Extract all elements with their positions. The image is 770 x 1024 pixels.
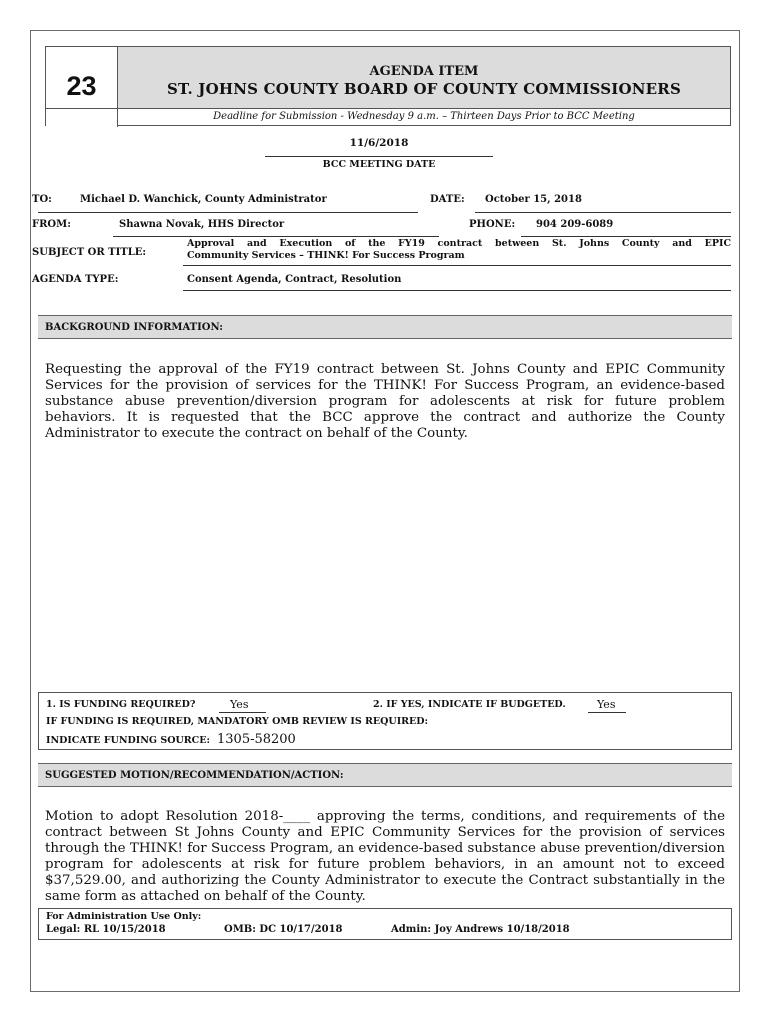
phone-underline bbox=[521, 236, 731, 237]
to-label: TO: bbox=[32, 194, 52, 205]
background-section-header bbox=[38, 315, 732, 339]
funding-required-value: Yes bbox=[230, 698, 249, 711]
agenda-type-label: AGENDA TYPE: bbox=[32, 274, 119, 285]
deadline-note: Deadline for Submission - Wednesday 9 a.m. – Thirteen Days Prior to BCC Meeting bbox=[213, 111, 635, 122]
admin-review: Admin: Joy Andrews 10/18/2018 bbox=[391, 924, 570, 935]
funding-required-label: 1. IS FUNDING REQUIRED? bbox=[46, 699, 196, 710]
background-heading: BACKGROUND INFORMATION: bbox=[45, 322, 223, 333]
header-title-line1: AGENDA ITEM bbox=[369, 64, 479, 79]
header-title-line2: ST. JOHNS COUNTY BOARD OF COUNTY COMMISSIONERS bbox=[167, 80, 681, 98]
meeting-date-underline bbox=[265, 156, 493, 157]
to-value: Michael D. Wanchick, County Administrator bbox=[80, 194, 327, 205]
meeting-date: 11/6/2018 bbox=[349, 137, 409, 149]
from-value: Shawna Novak, HHS Director bbox=[119, 219, 285, 230]
budgeted-label: 2. IF YES, INDICATE IF BUDGETED. bbox=[373, 699, 566, 710]
agenda-item-page bbox=[30, 30, 740, 992]
funding-source-value: 1305-58200 bbox=[217, 732, 296, 747]
agenda-type-value: Consent Agenda, Contract, Resolution bbox=[187, 274, 402, 285]
date-label: DATE: bbox=[430, 194, 465, 205]
phone-value: 904 209-6089 bbox=[536, 219, 614, 230]
to-underline bbox=[38, 212, 418, 213]
subject-line1: Approval and Execution of the FY19 contract between St. Johns County and EPIC bbox=[187, 238, 731, 249]
agenda-header bbox=[45, 46, 731, 126]
item-number: 23 bbox=[66, 71, 97, 101]
meeting-date-label: BCC MEETING DATE bbox=[322, 159, 436, 170]
background-text: Requesting the approval of the FY19 contract between St. Johns County and EPIC Community Services for the provision of services for the THINK! For Success Program, an evidence-based substance abuse prevention/diversion program for adolescents at risk for future problem behaviors. It is requested that the BCC approve the contract and authorize the County Administrator to execute the contract on behalf of the County. bbox=[45, 362, 725, 441]
omb-review: OMB: DC 10/17/2018 bbox=[224, 924, 343, 935]
admin-use-heading: For Administration Use Only: bbox=[46, 911, 202, 922]
budgeted-value: Yes bbox=[597, 698, 616, 711]
motion-text: Motion to adopt Resolution 2018-____ approving the terms, conditions, and requirements of the contract between St Johns County and EPIC Community Services for the provision of services through the THINK! for Success Program, an evidence-based substance abuse prevention/diversion program for adolescents at risk for future problem behaviors, in an amount not to exceed $37,529.00, and authorizing the County Administrator to execute the Contract substantially in the same form as attached on behalf of the County. bbox=[45, 809, 725, 904]
funding-box bbox=[38, 692, 732, 750]
funding-source-label: INDICATE FUNDING SOURCE: bbox=[46, 735, 210, 746]
funding-required-underline bbox=[219, 712, 266, 713]
admin-use-box bbox=[38, 908, 732, 940]
budgeted-underline bbox=[588, 712, 626, 713]
motion-section-header bbox=[38, 763, 732, 787]
legal-review: Legal: RL 10/15/2018 bbox=[46, 924, 166, 935]
omb-review-label: IF FUNDING IS REQUIRED, MANDATORY OMB REVIEW IS REQUIRED: bbox=[46, 716, 429, 727]
subject-label: SUBJECT OR TITLE: bbox=[32, 247, 147, 258]
item-number-cell bbox=[46, 47, 118, 127]
date-value: October 15, 2018 bbox=[485, 194, 582, 205]
motion-heading: SUGGESTED MOTION/RECOMMENDATION/ACTION: bbox=[45, 770, 344, 781]
subject-underline bbox=[183, 265, 731, 266]
from-label: FROM: bbox=[32, 219, 71, 230]
phone-label: PHONE: bbox=[469, 219, 516, 230]
subject-line2: Community Services – THINK! For Success Program bbox=[187, 250, 465, 261]
agenda-type-underline bbox=[183, 290, 731, 291]
header-title-cell bbox=[118, 47, 730, 109]
from-underline bbox=[113, 236, 439, 237]
date-underline bbox=[475, 212, 731, 213]
